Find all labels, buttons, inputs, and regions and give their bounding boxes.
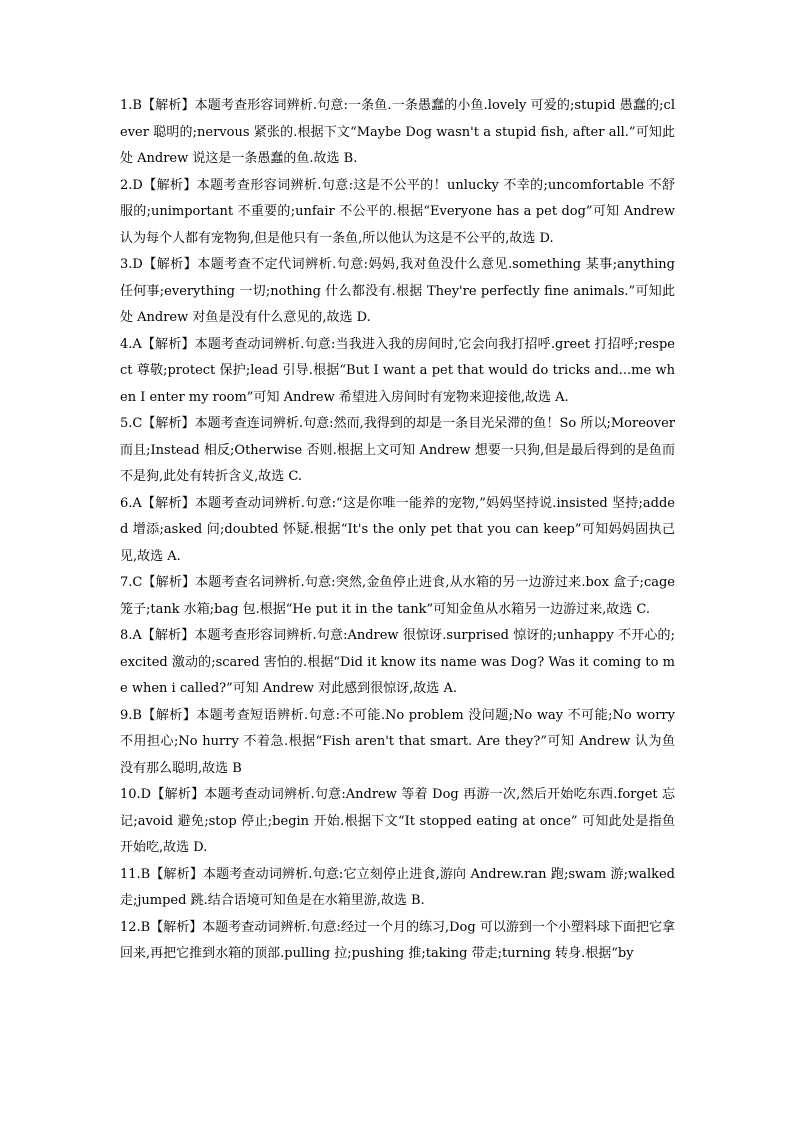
answer-item-9: 9.B【解析】本题考查短语辨析.句意:不可能.No problem 没问题;No way 不可能;No worry 不用担心;No hurry 不着急.根据“Fish aren't that smart. Are they?”可知 Andrew 认为鱼没有那么聪明,故选 B: [120, 707, 675, 776]
answer-item-10: 10.D【解析】本题考查动词辨析.句意:Andrew 等着 Dog 再游一次,然后开始吃东西.forget 忘记;avoid 避免;stop 停止;begin 开始.根据下文“It stopped eating at once” 可知此处是指鱼开始吃,故选 D.: [120, 787, 675, 855]
answer-item-1: 1.B【解析】本题考查形容词辨析.句意:一条鱼.一条愚蠢的小鱼.lovely 可爱的;stupid 愚蠢的;clever 聪明的;nervous 紧张的.根据下文“Maybe Dog wasn't a stupid fish, after all.”可知此处 Andrew 说这是一条愚蠢的鱼.故选 B.: [120, 98, 675, 166]
answer-item-4: 4.A【解析】本题考查动词辨析.句意:当我进入我的房间时,它会向我打招呼.greet 打招呼;respect 尊敬;protect 保护;lead 引导.根据“But I want a pet that would do tricks and...me when I enter my room”可知 Andrew 希望进入房间时有宠物来迎接他,故选 A.: [120, 336, 675, 405]
answer-item-2: 2.D【解析】本题考查形容词辨析.句意:这是不公平的！unlucky 不幸的;uncomfortable 不舒服的;unimportant 不重要的;unfair 不公平的.根据“Everyone has a pet dog”可知 Andrew 认为每个人都有宠物狗,但是他只有一条鱼,所以他认为这是不公平的,故选 D.: [120, 177, 675, 246]
answer-item-8: 8.A【解析】本题考查形容词辨析.句意:Andrew 很惊讶.surprised 惊讶的;unhappy 不开心的;excited 激动的;scared 害怕的.根据“Did it know its name was Dog? Was it coming to me when i called?”可知 Andrew 对此感到很惊讶,故选 A.: [120, 628, 675, 696]
answer-item-3: 3.D【解析】本题考查不定代词辨析.句意:妈妈,我对鱼没什么意见.something 某事;anything 任何事;everything 一切;nothing 什么都没有.根据 They're perfectly fine animals.”可知此处 Andrew 对鱼是没有什么意见的,故选 D.: [120, 257, 675, 325]
answer-item-6: 6.A【解析】本题考查动词辨析.句意:“这是你唯一能养的宠物,”妈妈坚持说.insisted 坚持;added 增添;asked 问;doubted 怀疑.根据“It's the only pet that you can keep”可知妈妈固执己见,故选 A.: [120, 495, 675, 564]
answer-item-11: 11.B【解析】本题考查动词辨析.句意:它立刻停止进食,游向 Andrew.ran 跑;swam 游;walked 走;jumped 跳.结合语境可知鱼是在水箱里游,故选 B.: [120, 866, 675, 908]
answer-item-7: 7.C【解析】本题考查名词辨析.句意:突然,金鱼停止进食,从水箱的另一边游过来.box 盒子;cage 笼子;tank 水箱;bag 包.根据“He put it in the tank”可知金鱼从水箱另一边游过来,故选 C.: [120, 575, 675, 617]
answer-item-12: 12.B【解析】本题考查动词辨析.句意:经过一个月的练习,Dog 可以游到一个小塑料球下面把它拿回来,再把它推到水箱的顶部.pulling 拉;pushing 推;taking 带走;turning 转身.根据“by: [120, 919, 675, 961]
answer-explanations: [120, 93, 675, 968]
answer-item-5: 5.C【解析】本题考查连词辨析.句意:然而,我得到的却是一条目光呆滞的鱼！So 所以;Moreover 而且;Instead 相反;Otherwise 否则.根据上文可知 Andrew 想要一只狗,但是最后得到的是鱼而不是狗,此处有转折含义,故选 C.: [120, 416, 675, 484]
